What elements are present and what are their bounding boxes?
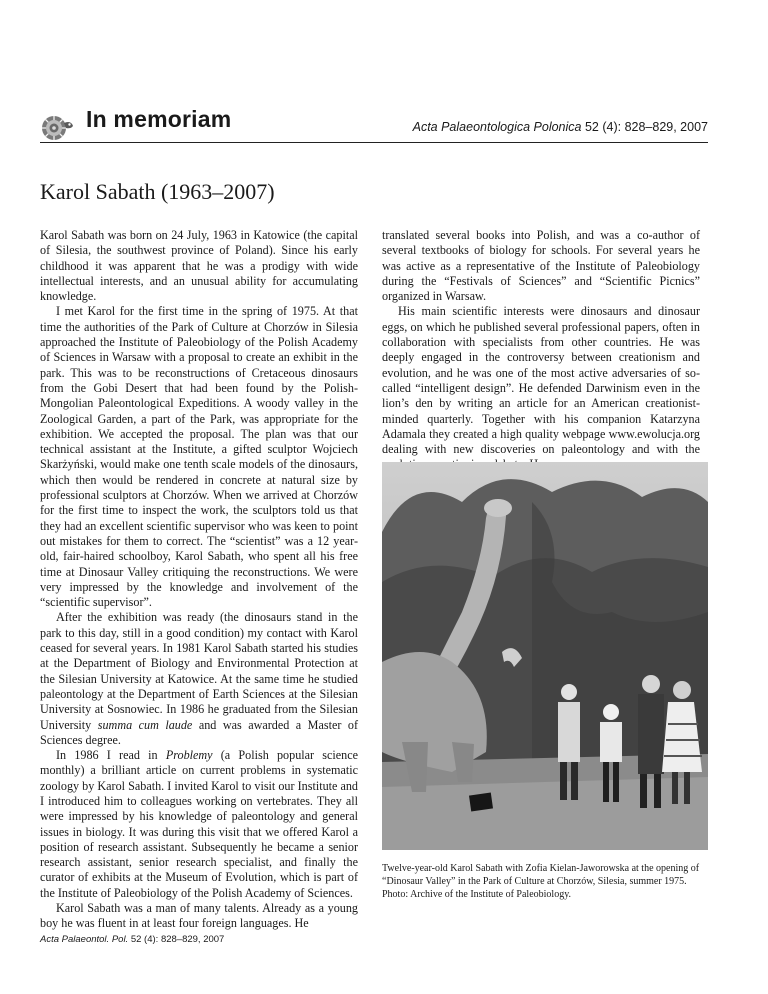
paragraph-text: Karol Sabath was a man of many talents. Already as a young boy he was fluent in at least four foreign languages. He — [40, 901, 358, 931]
dinosaur-valley-photo — [382, 462, 708, 850]
paragraph-text: In 1986 I read in — [56, 748, 166, 763]
page-footer — [40, 934, 224, 945]
paragraph-text: (a Polish popular science monthly) a brilliant article on current problems in systematic zoology by Karol Sabath. I invited Karol to visit our Institute and I introduced him to colleagues working on vertebrates. They all were impressed by his knowledge of paleontology and general issues in biology. It was during this visit that we offered Karol a position of research assistant. Subsequently he became a senior research assistant, senior research specialist, and finally the curator of exhibits at the Museum of Evolution, which is part of the Institute of Paleobiology of the Polish Academy of Sciences. — [40, 748, 358, 900]
body-paragraph — [40, 748, 358, 901]
journal-name: Acta Palaeontologica Polonica — [412, 120, 582, 134]
italic-text: Problemy — [165, 748, 213, 763]
body-paragraph — [40, 304, 358, 610]
left-column — [40, 228, 358, 932]
journal-reference — [413, 120, 708, 134]
footer-citation: 52 (4): 828–829, 2007 — [130, 934, 225, 945]
journal-volume: 52 (4): 828–829, 2007 — [584, 120, 708, 134]
body-paragraph — [382, 228, 700, 304]
paragraph-text: His main scientific interests were dinosaurs and dinosaur eggs, on which he published several professional papers, often in collaboration with specialists from other countries. He was deeply engaged in the controversy between creationism and evolution, and he was one of the most active adversaries of so-called “intelligent design”. He defended Darwinism even in the lion’s den by writing an article for an American creationist-minded quarterly. Together with his companion Katarzyna Adamala they created a high quality webpage www.ewolucja.org dealing with new discoveries on paleontology and with the — [382, 304, 700, 457]
body-paragraph — [40, 901, 358, 932]
body-paragraph — [382, 304, 700, 472]
header-divider — [40, 142, 708, 143]
article-title: Karol Sabath (1963–2007) — [40, 179, 275, 204]
body-paragraph — [40, 610, 358, 748]
right-column — [382, 228, 700, 473]
paragraph-text: translated several books into Polish, and was a co-author of several textbooks of biology for schools. For several years he was active as a representative of the Institute of Paleobiology during the “Festivals of Sciences” and “Scientific Picnics” organized in Warsaw. — [382, 228, 700, 304]
paragraph-text: and was awarded a Master of Sciences degree. — [40, 717, 358, 747]
paragraph-text: Karol Sabath was born on 24 July, 1963 in Katowice (the capital of Silesia, the southwest province of Poland). Since his early childhood it was apparent that he was a prodigy with wide intellectual interests, and an unusual ability for accumulating knowledge. — [40, 228, 358, 304]
italic-text: summa cum laude — [97, 717, 193, 732]
section-label: In memoriam — [86, 106, 232, 132]
footer-journal-abbrev: Acta Palaeontol. Pol. — [40, 934, 129, 945]
paragraph-text: I met Karol for the first time in the spring of 1975. At that time the authorities of the Park of Culture at Chorzów in Silesia approached the Institute of Paleobiology of the Polish Academy of Sciences in Warsaw with a proposal to create an exhibit in the park. This was to be reconstructions of Cretaceous dinosaurs from the Gobi Desert that had been found by the Polish-Mongolian Paleontological Expeditions. A woody valley in the Zoological Garden, a part of the Park, was appropriate for the exhibition. We accepted the proposal. The plan was that our technical assistant at the Institute, a gifted sculptor Wojciech Skarżyński, would make one tenth scale models of the dinosaurs, which then would be rendered in concrete at natural size by professional sculptors at Chorzów. When we arrived at Chorzów for the first time to inspect the work, the sculptors told us that they had an excellent scientific supervisor who was keen to point out mistakes for them to correct. The “scientist” was a 12 year-old, fair-haired schoolboy, Karol Sabath, who spent all his free time at Dinosaur Valley critiquing the reconstructions. We were very impressed by the knowledge and involvement of the “scientific supervisor”. — [40, 304, 358, 610]
figure-caption: Twelve-year-old Karol Sabath with Zofia Kielan-Jaworowska at the opening of “Dinosaur Valley” in the Park of Culture at Chorzów, Silesia, summer 1975. Photo: Archive of the Institute of Paleobiology. — [382, 863, 700, 900]
paragraph-text: After the exhibition was ready (the dinosaurs stand in the park to this day, still in a good condition) my contact with Karol ceased for several years. In 1981 Karol Sabath started his studies at the Department of Biology and Environmental Protection at the Silesian University at Katowice. At the same time he studied paleontology at the Department of Earth Sciences at the Silesian University at Sosnowiec. In 1986 he graduated from the Silesian University — [40, 610, 358, 732]
ammonite-logo-icon — [40, 112, 76, 142]
body-paragraph — [40, 228, 358, 304]
